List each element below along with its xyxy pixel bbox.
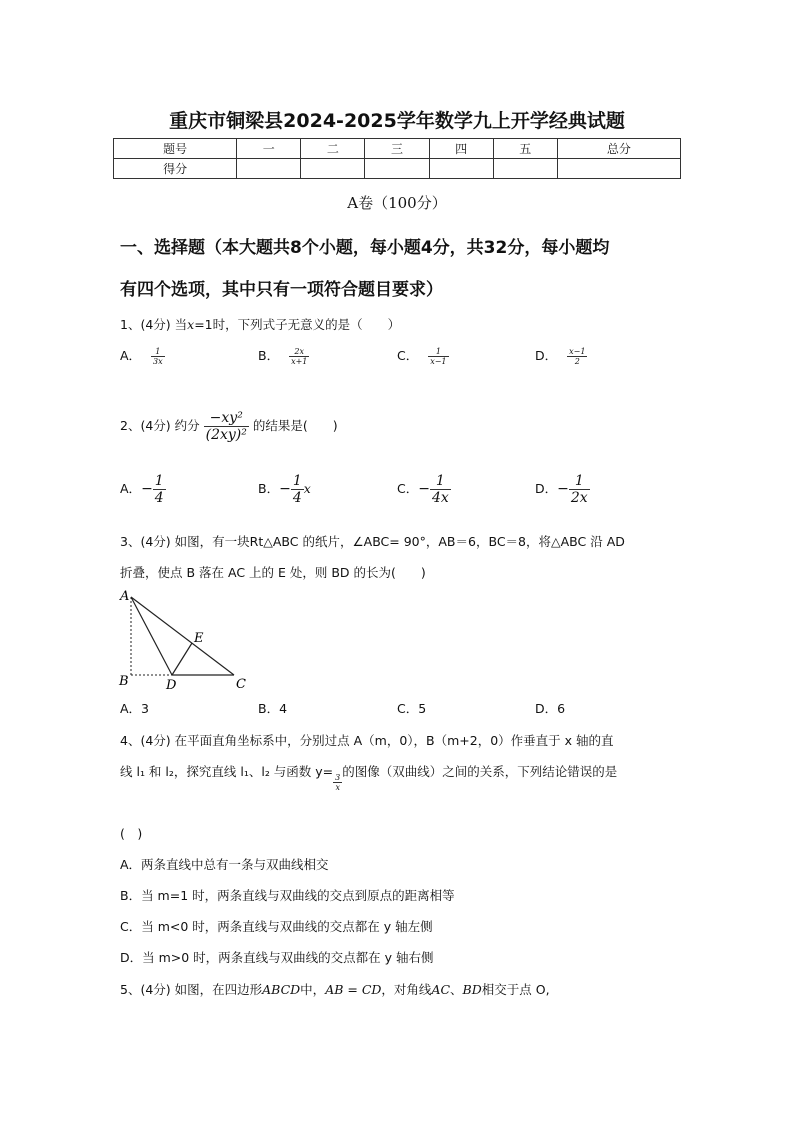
q1-option-b[interactable]: B． $\frac{2x}{x+1}$ <box>258 347 308 366</box>
point-label-c: C <box>236 677 246 691</box>
triangle-figure <box>112 586 252 691</box>
score-header-cell: 一 <box>237 139 301 159</box>
fraction: $\frac{1}{x-1}$ <box>430 347 447 366</box>
q4-option-a[interactable]: A．两条直线中总有一条与双曲线相交 <box>120 857 329 872</box>
q1-var: x <box>187 317 195 332</box>
fraction: $\frac{1}{2x}$ <box>570 473 588 506</box>
score-table-score-row <box>114 159 681 179</box>
fraction: $\frac{x-1}{2}$ <box>569 347 586 366</box>
q4-option-c[interactable]: C．当 m<0 时，两条直线与双曲线的交点都在 y 轴左侧 <box>120 919 433 934</box>
q2-option-a[interactable]: A．− $\frac{1}{4}$ <box>120 473 164 506</box>
q2-fraction: $\frac{\text{−xy²}}{\text{(2xy)²}}$ <box>205 410 247 443</box>
point-label-d: D <box>166 678 177 691</box>
q1-option-d[interactable]: D． $\frac{x-1}{2}$ <box>535 347 586 366</box>
question-1 <box>120 315 690 333</box>
q2-option-d[interactable]: D．− $\frac{1}{2x}$ <box>535 473 588 506</box>
score-table <box>113 138 681 179</box>
score-cell[interactable] <box>365 159 429 179</box>
score-cell[interactable] <box>237 159 301 179</box>
q4-fraction: $\frac{3}{x}$ <box>335 773 341 792</box>
score-cell[interactable] <box>429 159 493 179</box>
score-cell[interactable] <box>301 159 365 179</box>
q3-option-d[interactable]: D．6 <box>535 701 566 716</box>
point-label-b: B <box>119 674 129 689</box>
q2-option-c[interactable]: C．− $\frac{1}{4x}$ <box>397 473 449 506</box>
page-title: 重庆市铜梁县2024-2025学年数学九上开学经典试题 <box>169 110 625 132</box>
q1-option-c[interactable]: C． $\frac{1}{x-1}$ <box>397 347 447 366</box>
score-header-cell: 五 <box>493 139 557 159</box>
question-4-line2: 线 l₁ 和 l₂，探究直线 l₁、l₂ 与函数 y= $\frac{3}{x}$ 的图像（双曲线）之间的关系，下列结论错误的是 <box>120 764 618 792</box>
fraction: $\frac{1}{3x}$ <box>153 347 163 366</box>
section-heading-line1: 一、选择题（本大题共8个小题，每小题4分，共32分，每小题均 <box>120 238 610 258</box>
question-5: 5、(4分) 如图，在四边形ABCD中，AB = CD，对角线AC、BD相交于点 O, <box>120 982 550 997</box>
q3-option-b[interactable]: B．4 <box>258 701 288 716</box>
segment-de <box>172 643 192 675</box>
section-subtitle: A卷（100分） <box>347 194 447 212</box>
score-header-cell: 二 <box>301 139 365 159</box>
score-header-cell: 四 <box>429 139 493 159</box>
score-row-label: 得分 <box>114 159 237 179</box>
q1-text-pre: 1、(4分) 当 <box>120 317 188 332</box>
question-3-line2: 折叠，使点 B 落在 AC 上的 E 处，则 BD 的长为( ) <box>120 565 426 580</box>
question-2: 2、(4分) 约分 $\frac{\text{−xy²}}{\text{(2xy)²}}$ 的结果是( ) <box>120 410 338 443</box>
score-cell[interactable] <box>493 159 557 179</box>
fold-line-ad <box>131 597 172 675</box>
fraction: $\frac{1}{4}$ <box>292 473 302 506</box>
q4-option-b[interactable]: B．当 m=1 时，两条直线与双曲线的交点到原点的距离相等 <box>120 888 455 903</box>
q4-option-d[interactable]: D．当 m>0 时，两条直线与双曲线的交点都在 y 轴右侧 <box>120 950 434 965</box>
question-4-line1: 4、(4分) 在平面直角坐标系中，分别过点 A（m，0），B（m+2，0）作垂直于 x 轴的直 <box>120 733 614 748</box>
score-table-header-row <box>114 139 681 159</box>
section-heading-line2: 有四个选项，其中只有一项符合题目要求） <box>120 280 443 300</box>
question-4-bracket: ( ) <box>120 826 143 841</box>
score-header-cell: 总分 <box>557 139 680 159</box>
point-label-a: A <box>120 589 130 604</box>
q3-option-c[interactable]: C．5 <box>397 701 427 716</box>
fraction: $\frac{2x}{x+1}$ <box>291 347 308 366</box>
q2-option-b[interactable]: B．− $\frac{1}{4}$ x <box>258 473 311 506</box>
question-3-line1: 3、(4分) 如图，有一块Rt△ABC 的纸片，∠ABC= 90°，AB＝6，BC＝8，将△ABC 沿 AD <box>120 534 625 549</box>
q1-text-post: =1时，下列式子无意义的是（ ） <box>194 317 401 332</box>
score-header-cell: 三 <box>365 139 429 159</box>
score-header-cell: 题号 <box>114 139 237 159</box>
side-ac <box>131 597 234 675</box>
point-label-e: E <box>194 631 204 646</box>
score-cell[interactable] <box>557 159 680 179</box>
fraction: $\frac{1}{4}$ <box>154 473 164 506</box>
q3-option-a[interactable]: A．3 <box>120 701 150 716</box>
q1-option-a[interactable]: A． $\frac{1}{3x}$ <box>120 347 163 366</box>
fraction: $\frac{1}{4x}$ <box>431 473 449 506</box>
